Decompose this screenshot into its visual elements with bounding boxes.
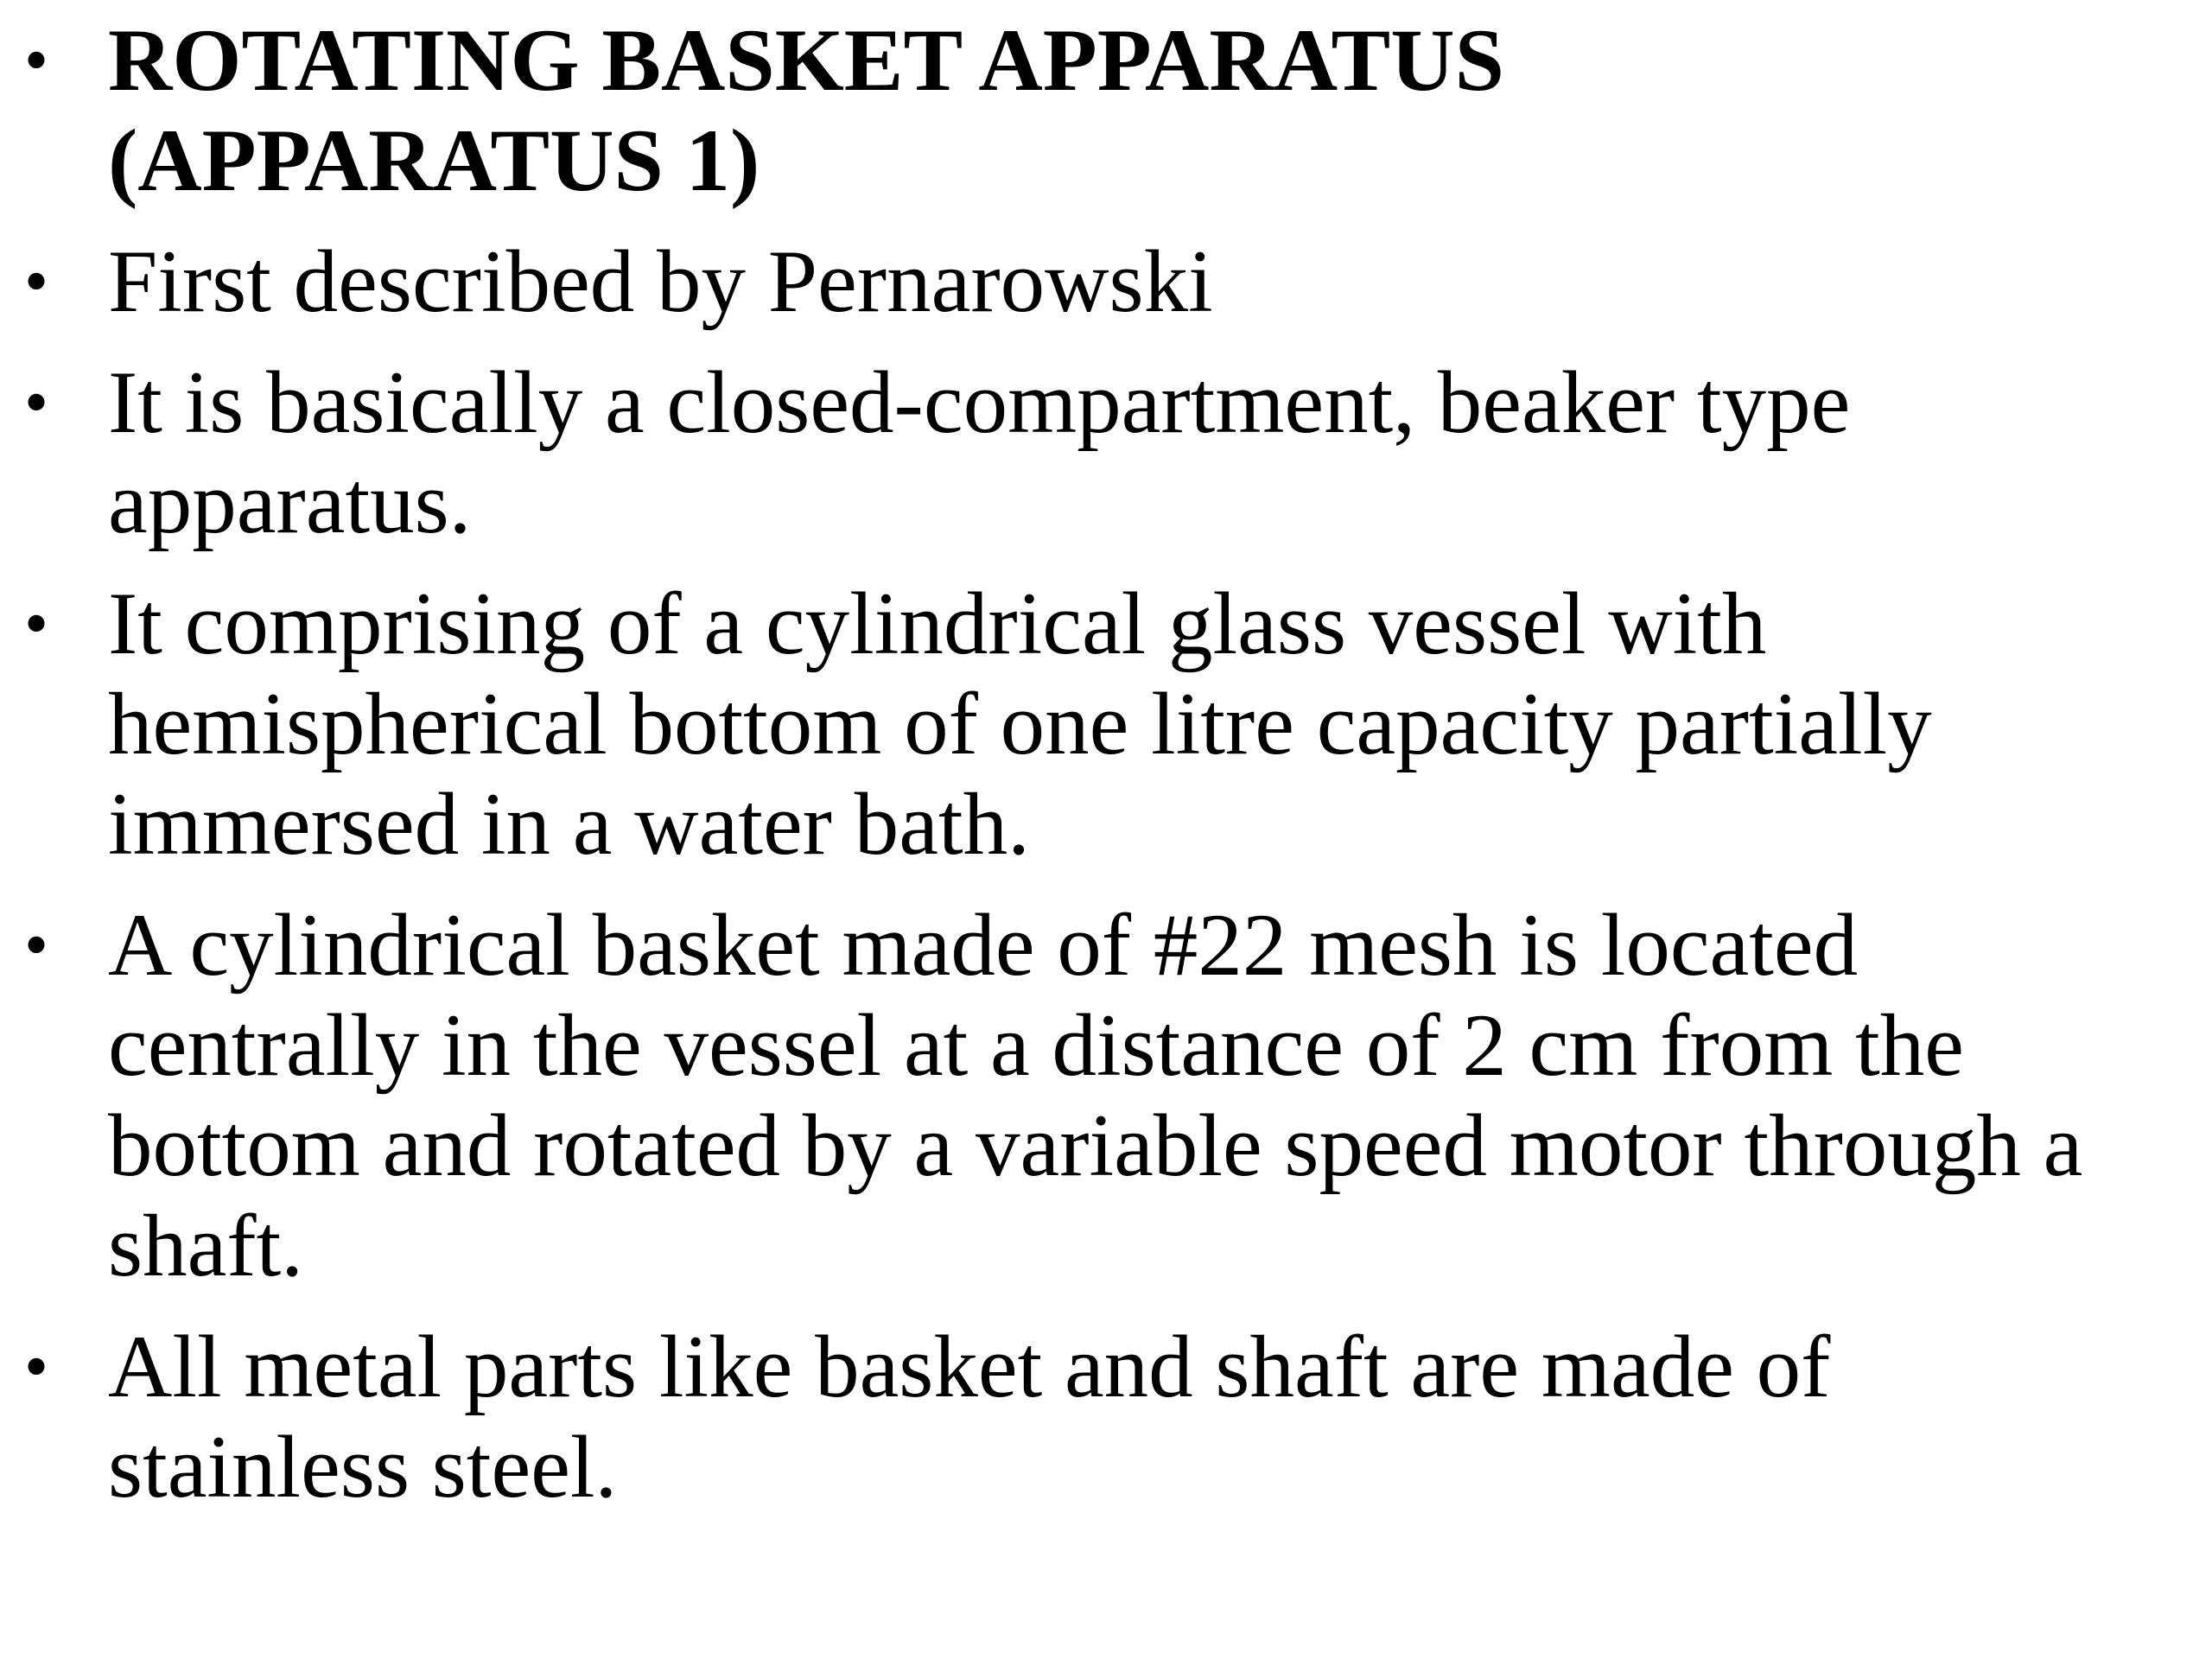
text-line: It is basically a closed-compartment, beaker type: [108, 353, 1851, 452]
text-line: hemispherical bottom of one litre capacity partially: [108, 675, 1932, 773]
bullet-dot-icon: •: [24, 244, 49, 320]
text-line: It comprising of a cylindrical glass vessel with: [108, 575, 1767, 673]
text-line: centrally in the vessel at a distance of 2 cm from the: [108, 996, 1964, 1095]
bullet-item-closed-compartment: [17, 353, 2195, 553]
text-line: ROTATING BASKET APPARATUS: [108, 11, 1504, 110]
text-line: A cylindrical basket made of #22 mesh is located: [108, 896, 1859, 995]
bullet-dot-icon: •: [24, 1329, 49, 1405]
text-line: All metal parts like basket and shaft are made of: [108, 1318, 1831, 1416]
bullet-dot-icon: •: [24, 586, 49, 662]
bullet-dot-icon: •: [24, 365, 49, 441]
bullet-text: [108, 1317, 2195, 1517]
bullet-item-glass-vessel: [17, 574, 2195, 874]
bullet-item-metal-parts: [17, 1317, 2195, 1517]
text-line: First described by Pernarowski: [108, 232, 1213, 331]
text-line: immersed in a water bath.: [108, 775, 1030, 874]
bullet-text: [108, 232, 2195, 332]
bullet-list: [17, 10, 2195, 1538]
text-line: stainless steel.: [108, 1418, 618, 1516]
text-line: shaft.: [108, 1197, 303, 1295]
bullet-item-title: [17, 10, 2195, 211]
bullet-item-first-described: [17, 232, 2195, 332]
bullet-item-basket: [17, 895, 2195, 1296]
text-line: apparatus.: [108, 454, 472, 552]
slide-title: [108, 10, 2195, 211]
bullet-text: [108, 895, 2195, 1296]
bullet-dot-icon: •: [24, 907, 49, 983]
text-line: (APPARATUS 1): [108, 111, 760, 210]
bullet-text: [108, 574, 2195, 874]
text-line: bottom and rotated by a variable speed motor through a: [108, 1096, 2083, 1195]
bullet-dot-icon: •: [24, 22, 49, 99]
bullet-text: [108, 353, 2195, 553]
